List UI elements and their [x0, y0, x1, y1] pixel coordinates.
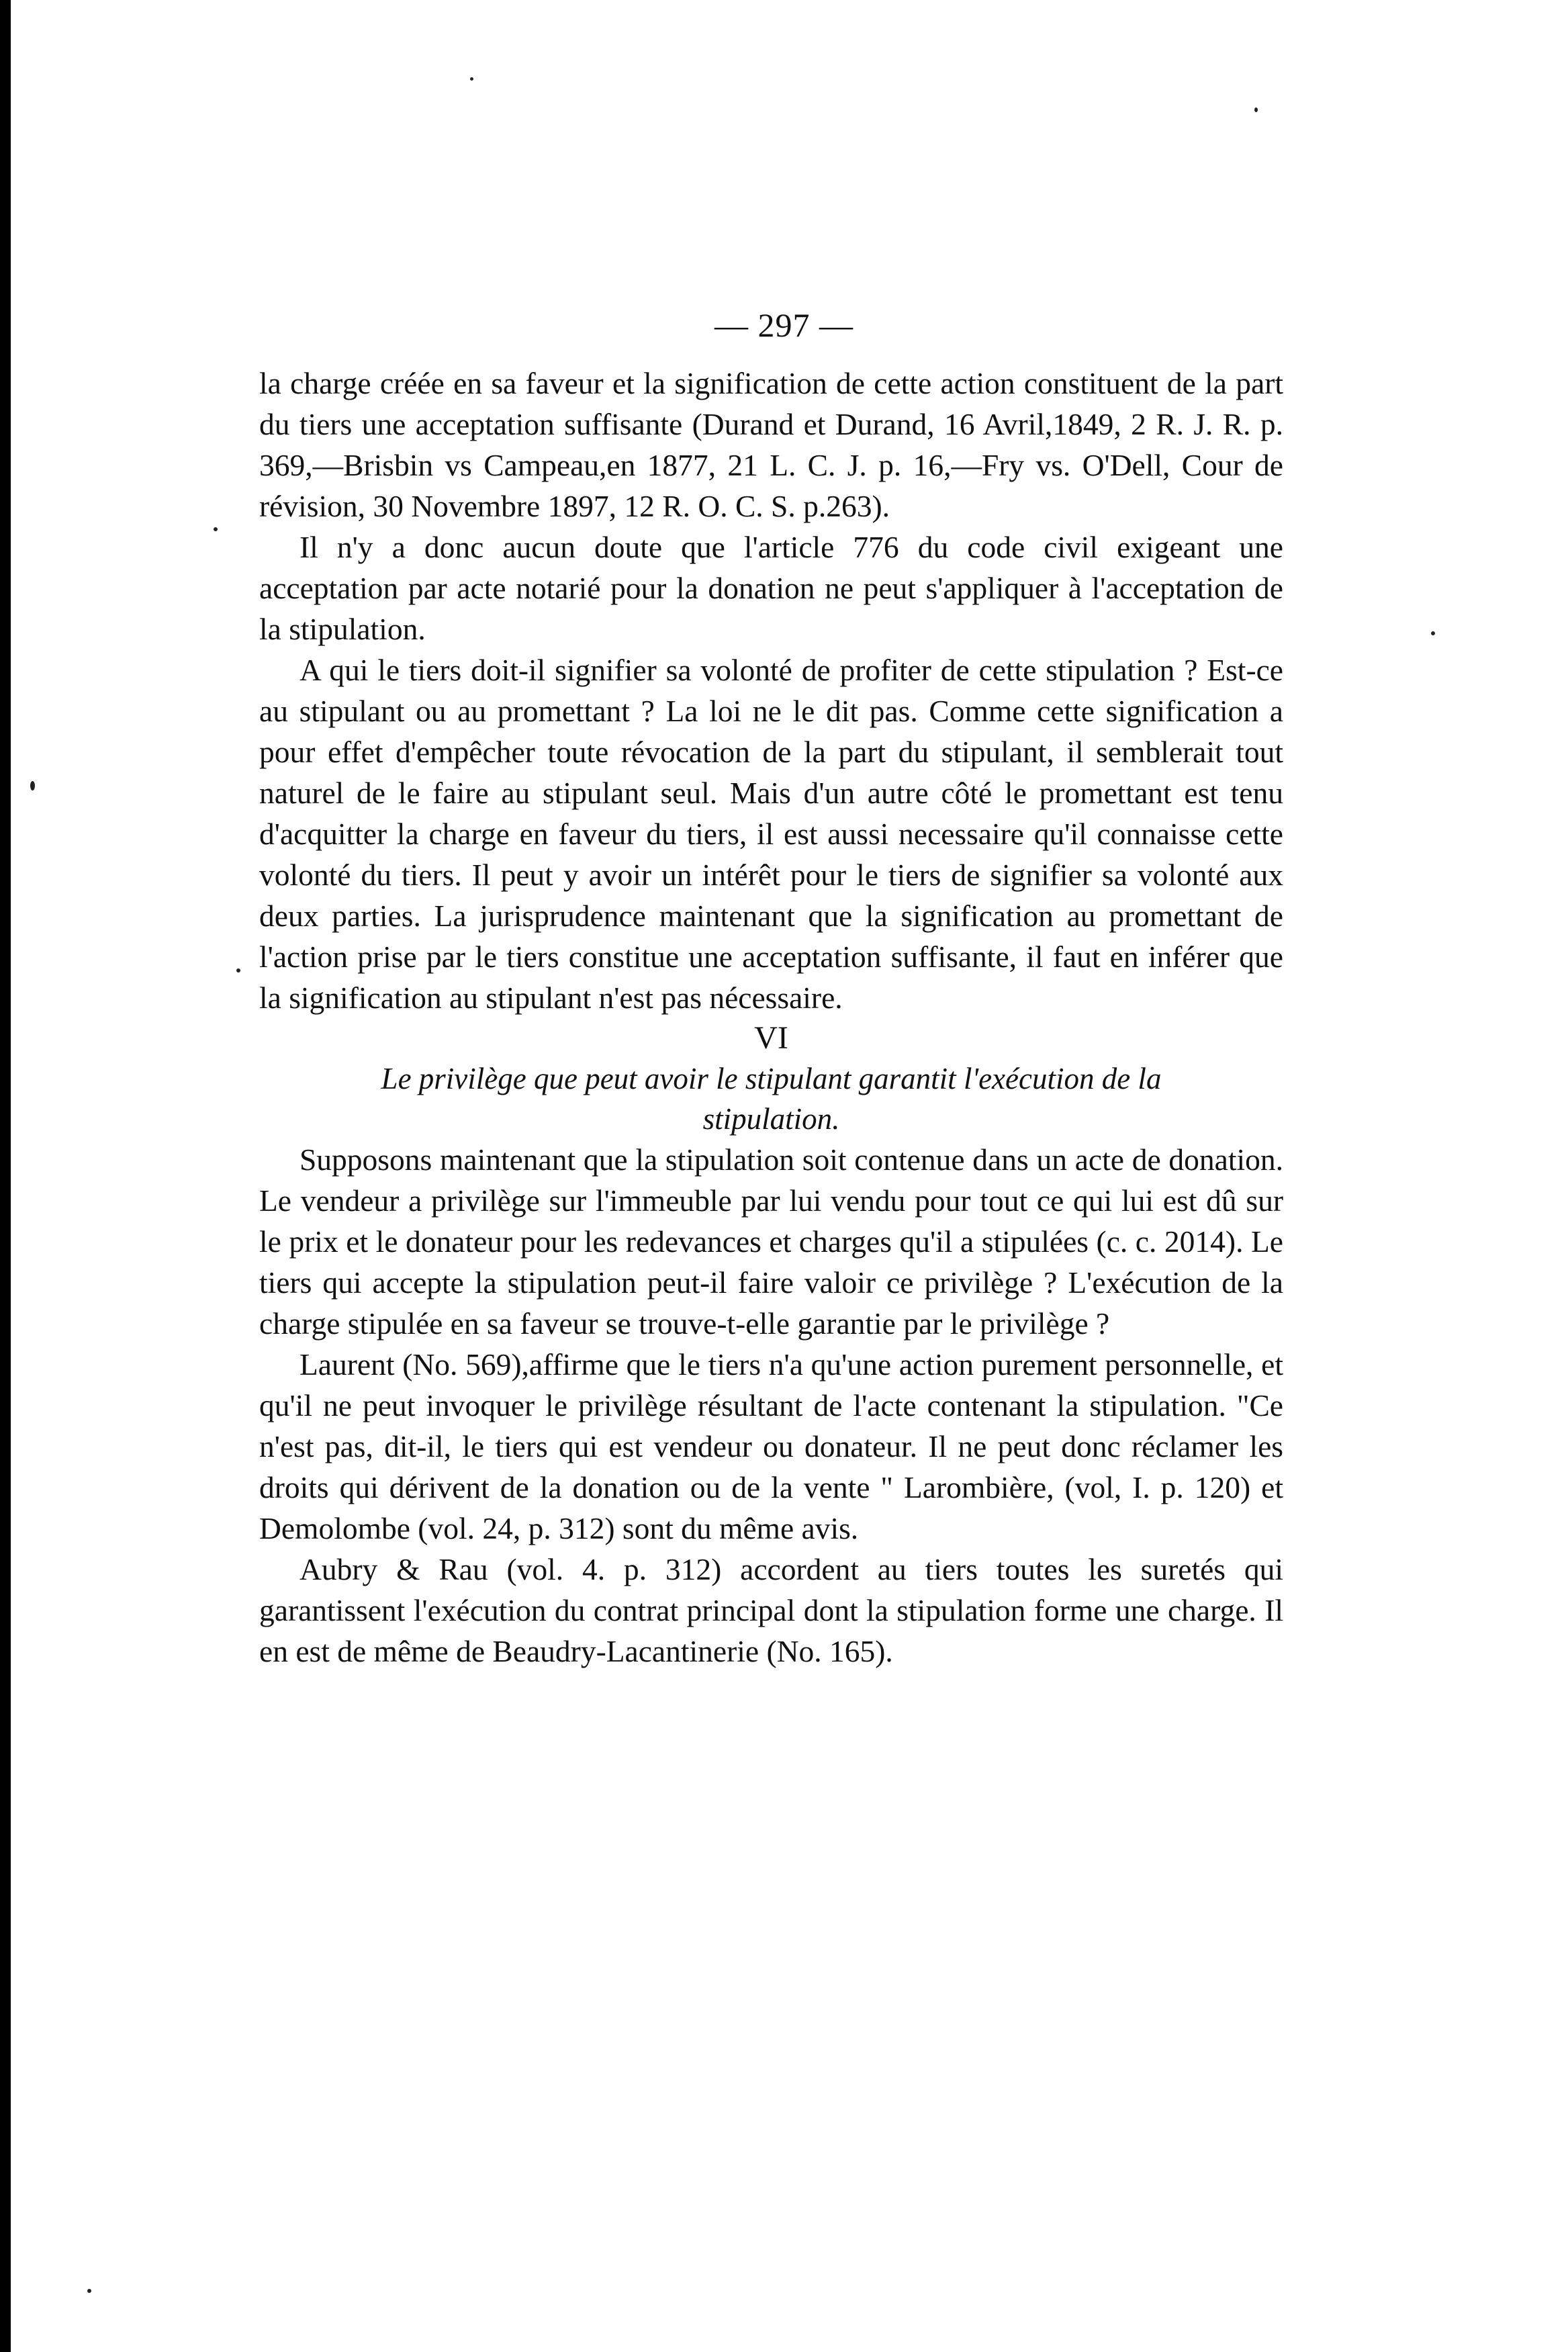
scan-speck [1254, 107, 1258, 112]
paragraph: la charge créée en sa faveur et la signification de cette action constituent de la part du tiers une acceptation suffisante (Durand et Durand, 16 Avril,1849, 2 R. J. R. p. 369,—Brisbin vs Campeau,en 1877, 21 L. C. J. p. 16,—Fry vs. O'Dell, Cour de révision, 30 Novembre 1897, 12 R. O. C. S. p.263). [259, 366, 1283, 523]
scan-speck [87, 2289, 91, 2293]
scan-speck [236, 968, 240, 973]
scan-speck [470, 77, 473, 81]
paragraph: Il n'y a donc aucun doute que l'article 776 du code civil exigeant une acceptation par acte notarié pour la donation ne peut s'appliquer à l'acceptation de la stipulation. [259, 530, 1283, 646]
scan-speck [1431, 631, 1435, 635]
section-number: VI [754, 1020, 788, 1056]
paragraph: Laurent (No. 569),affirme que le tiers n'a qu'une action purement personnelle, et qu'il ne peut invoquer le privilège résultant de l'acte contenant la stipulation. "Ce n'est pas, dit-il, le tiers qui est vendeur ou donateur. Il ne peut donc réclamer les droits qui dérivent de la donation ou de la vente " Larombière, (vol, I. p. 120) et Demolombe (vol. 24, p. 312) sont du même avis. [259, 1347, 1283, 1545]
page-body [259, 363, 1283, 1672]
paragraph: A qui le tiers doit-il signifier sa volonté de profiter de cette stipulation ? Est-ce au stipulant ou au promettant ? La loi ne le dit pas. Comme cette signification a pour effet d'empêcher toute révocation de la part du stipulant, il semblerait tout naturel de le faire au stipulant seul. Mais d'un autre côté le promettant est tenu d'acquitter la charge en faveur du tiers, il est aussi necessaire qu'il connaisse cette volonté du tiers. Il peut y avoir un intérêt pour le tiers de signifier sa volonté aux deux parties. La jurisprudence maintenant que la signification au promettant de l'action prise par le tiers constitue une acceptation suffisante, il faut en inférer que la signification au stipulant n'est pas nécessaire. [259, 653, 1283, 1015]
scan-speck [214, 527, 218, 531]
scan-speck [30, 781, 35, 790]
paragraph: Supposons maintenant que la stipulation soit contenue dans un acte de donation. Le vendeur a privilège sur l'immeuble par lui vendu pour tout ce qui lui est dû sur le prix et le donateur pour les redevances et charges qu'il a stipulées (c. c. 2014). Le tiers qui accepte la stipulation peut-il faire valoir ce privilège ? L'exécution de la charge stipulée en sa faveur se trouve-t-elle garantie par le privilège ? [259, 1142, 1283, 1341]
paragraph: Aubry & Rau (vol. 4. p. 312) accordent au tiers toutes les suretés qui garantissent l'exécution du contrat principal dont la stipulation forme une charge. Il en est de même de Beaudry-Lacantinerie (No. 165). [259, 1552, 1283, 1668]
page-number-text: — 297 — [714, 306, 854, 344]
page-number [0, 306, 1568, 345]
section-title: Le privilège que peut avoir le stipulant garantit l'exécution de la stipulation. [381, 1062, 1162, 1136]
scan-edge-bar [0, 0, 11, 2352]
